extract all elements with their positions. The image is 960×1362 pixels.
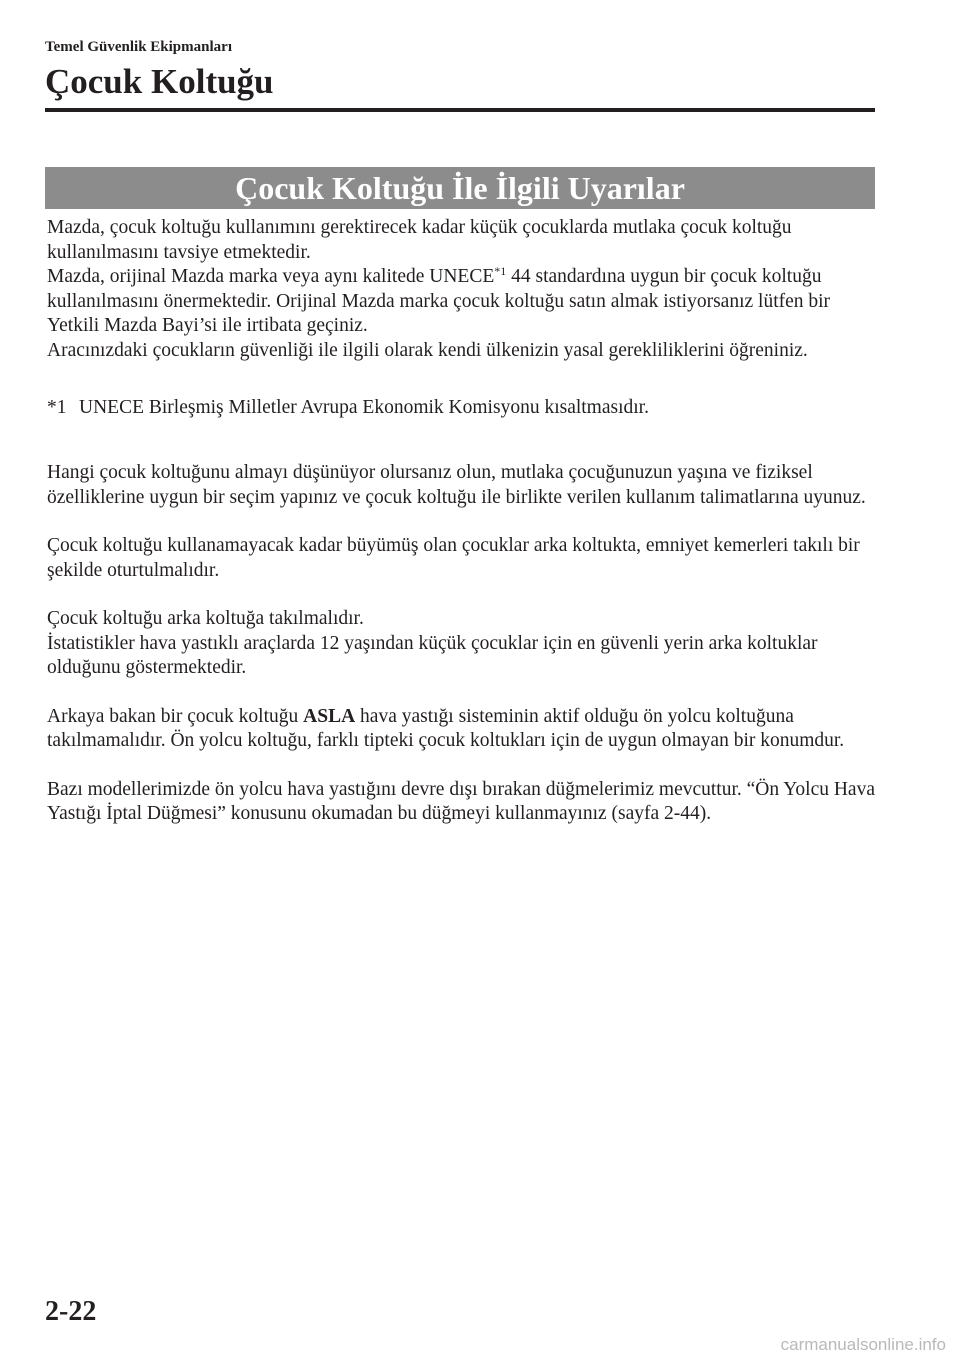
body-paragraph-4-start: Arkaya bakan bir çocuk koltuğu (47, 705, 304, 727)
body-paragraph-3-line-2: İstatistikler hava yastıklı araçlarda 12 yaşından küçük çocuklar için en güvenli yerin arka koltuklar olduğunu göstermektedir. (47, 632, 818, 678)
body-paragraph-5: Bazı modellerimizde ön yolcu hava yastığını devre dışı bırakan düğmelerimiz mevcuttur. “Ön Yolcu Hava Yastığı İptal Düğmesi” konusunu okumadan bu düğmeyi kullanmayınız (sayfa 2-44). (47, 778, 875, 824)
body-paragraph-3-line-1: Çocuk koltuğu arka koltuğa takılmalıdır. (47, 608, 364, 629)
footnote-text: UNECE Birleşmiş Milletler Avrupa Ekonomik Komisyonu kısaltmasıdır. (79, 397, 649, 418)
body-paragraph-2: Çocuk koltuğu kullanamayacak kadar büyümüş olan çocuklar arka koltukta, emniyet kemerleri takılı bir şekilde oturtulmalıdır. (47, 535, 860, 581)
body-paragraph-1: Hangi çocuk koltuğunu almayı düşünüyor olursanız olun, mutlaka çocuğunuzun yaşına ve fiziksel özelliklerine uygun bir seçim yapınız ve çocuk koltuğu ile birlikte verilen kullanım talimatlarına uyunuz. (47, 462, 866, 508)
footnote-reference: *1 (494, 264, 507, 278)
emphasis-never: ASLA (303, 705, 356, 727)
intro-paragraph-2-start: Mazda, orijinal Mazda marka veya aynı kalitede UNECE (47, 266, 495, 287)
intro-paragraph-3: Aracınızdaki çocukların güvenliği ile ilgili olarak kendi ülkenizin yasal gerekliliklerini öğreniniz. (47, 339, 808, 361)
intro-paragraph-1: Mazda, çocuk koltuğu kullanımını gerektirecek kadar küçük çocuklarda mutlaka çocuk koltuğu kullanılmasını tavsiye etmektedir. (47, 217, 792, 263)
page-title: Çocuk Koltuğu (45, 62, 274, 101)
page-number: 2-22 (45, 1296, 97, 1327)
warning-banner: Çocuk Koltuğu İle İlgili Uyarılar (45, 167, 875, 209)
body-paragraph-4-end: hava yastığı sisteminin aktif olduğu ön yolcu koltuğuna takılmamalıdır. Ön yolcu koltuğu, farklı tipteki çocuk koltukları için de uygun olmayan bir konumdur. (47, 705, 845, 751)
intro-paragraph-2 (47, 265, 877, 339)
body-block (47, 461, 877, 851)
intro-paragraph-2-end: 44 standardına uygun bir çocuk koltuğu kullanılmasını önermektedir. Orijinal Mazda marka çocuk koltuğu satın almak istiyorsanız lütfen bir Yetkili Mazda Bayi’si ile irtibata geçiniz. (47, 266, 831, 336)
section-label: Temel Güvenlik Ekipmanları (45, 39, 232, 55)
intro-block (47, 216, 877, 363)
footnote (47, 396, 877, 421)
body-paragraph-4 (47, 705, 877, 754)
body-paragraph-3 (47, 607, 877, 681)
footnote-mark: *1 (47, 397, 67, 418)
watermark: carmanualsonline.info (780, 1335, 946, 1354)
title-divider (45, 108, 875, 112)
